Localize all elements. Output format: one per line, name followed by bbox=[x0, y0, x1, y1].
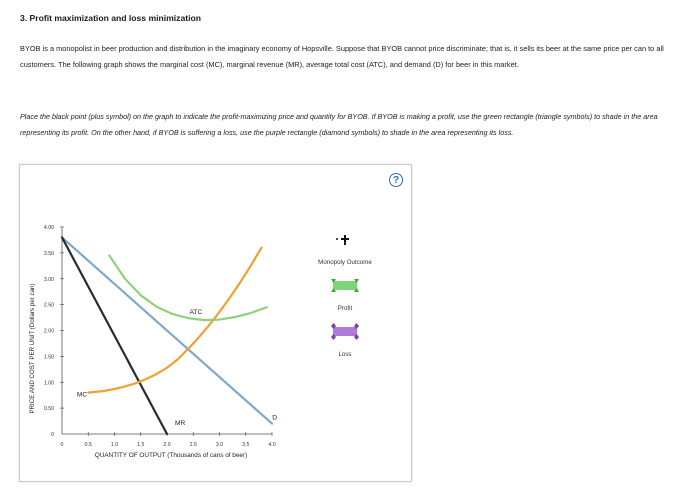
series-mr-line[interactable] bbox=[62, 237, 167, 434]
x-tick-label: 0.5 bbox=[84, 442, 92, 448]
monopoly-outcome-label: Monopoly Outcome bbox=[318, 259, 372, 266]
graph-svg[interactable] bbox=[20, 165, 411, 481]
series-d-label: D bbox=[272, 414, 278, 422]
series-mc-label: MC bbox=[76, 391, 88, 399]
y-tick-label: 1.50 bbox=[43, 354, 54, 361]
chart-area[interactable] bbox=[29, 225, 277, 459]
y-tick-label: 2.50 bbox=[43, 302, 54, 309]
series-atc-label: ATC bbox=[189, 308, 203, 316]
question-title: 3. Profit maximization and loss minimization bbox=[20, 13, 201, 23]
series-mc-line[interactable] bbox=[88, 248, 261, 393]
question-instructions: Place the black point (plus symbol) on the graph to indicate the profit-maximizing price and quantity for BYOB. If BYOB is making a profit, use the green rectangle (triangle symbols) to shade in the area representing its profit. On the other hand, if BYOB is suffering a loss, use the purple rectangle (diamond symbols) to shade in the area representing its loss. bbox=[20, 112, 658, 137]
series-atc-line[interactable] bbox=[109, 256, 266, 321]
green-rectangle-icon bbox=[331, 279, 359, 292]
x-tick-label: 3.0 bbox=[215, 442, 224, 448]
series-mr-label: MR bbox=[174, 420, 186, 428]
x-tick-label: 4.0 bbox=[268, 442, 276, 448]
y-tick-label: 2.00 bbox=[43, 328, 54, 335]
help-icon[interactable]: ? bbox=[389, 173, 403, 187]
x-tick-label: 3.5 bbox=[242, 442, 250, 448]
y-tick-label: 3.00 bbox=[43, 276, 54, 283]
graph-panel bbox=[19, 164, 412, 482]
monopoly-outcome-tool[interactable] bbox=[318, 235, 372, 266]
profit-tool[interactable] bbox=[331, 279, 359, 312]
x-tick-label: 1.0 bbox=[110, 442, 119, 448]
purple-rectangle-icon bbox=[331, 323, 359, 340]
x-tick-label: 2.5 bbox=[189, 442, 197, 448]
x-tick-label: 2.0 bbox=[163, 442, 171, 448]
plus-icon bbox=[336, 235, 349, 245]
y-axis-label: PRICE AND COST PER UNIT (Dollars per can) bbox=[29, 283, 36, 414]
y-tick-label: 0.50 bbox=[43, 406, 54, 413]
question-intro: BYOB is a monopolist in beer production and distribution in the imaginary economy of Hopsville. Suppose that BYOB cannot price discriminate; that is, it sells its beer at the same price per can to all customers. The following graph shows the marginal cost (MC), marginal revenue (MR), average total cost (ATC), and demand (D) for beer in this market. bbox=[20, 44, 664, 69]
y-tick-label: 1.00 bbox=[43, 380, 54, 387]
x-axis-label: QUANTITY OF OUTPUT (Thousands of cans of beer) bbox=[94, 452, 248, 459]
x-tick-label: 0 bbox=[60, 442, 64, 448]
series-d-line[interactable] bbox=[62, 237, 272, 423]
profit-label: Profit bbox=[337, 305, 353, 312]
loss-tool[interactable] bbox=[331, 323, 359, 358]
y-tick-label: 4.00 bbox=[43, 225, 54, 231]
y-tick-label: 3.50 bbox=[43, 250, 54, 257]
x-tick-label: 1.5 bbox=[137, 442, 145, 448]
y-tick-label: 0 bbox=[51, 432, 54, 438]
loss-label: Loss bbox=[338, 351, 352, 358]
